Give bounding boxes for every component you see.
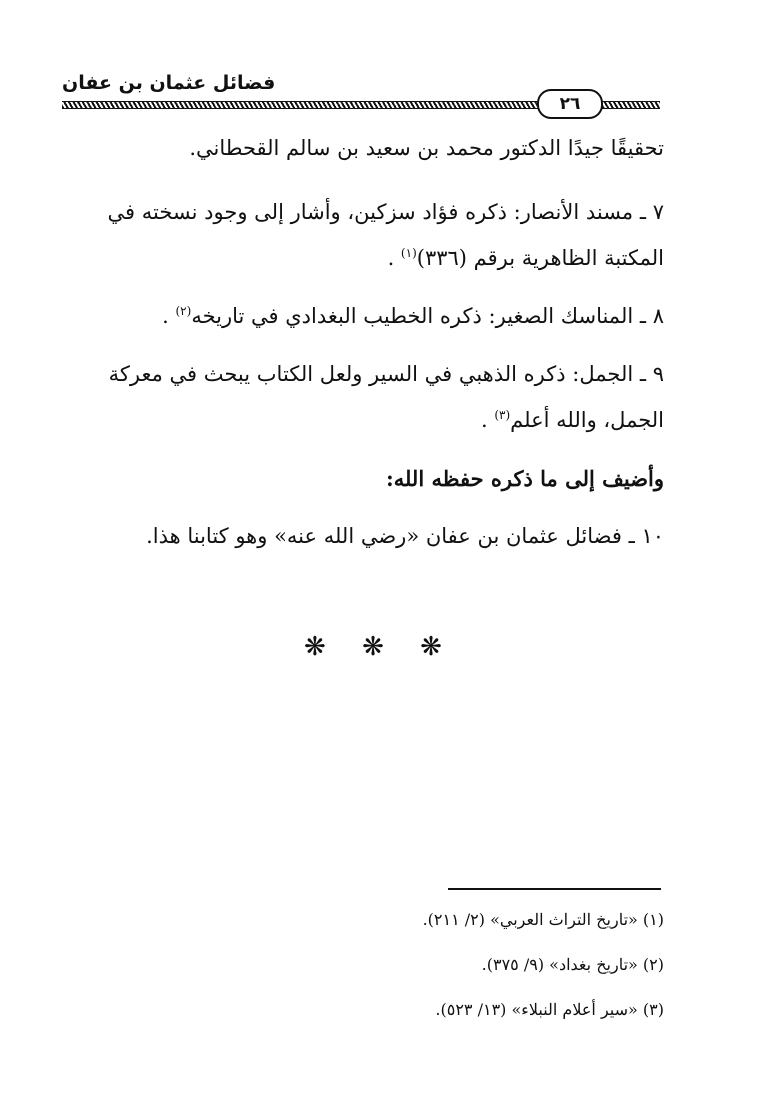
item-8-line (162, 304, 664, 328)
item-8-end: . (162, 304, 176, 328)
item-9-end: . (480, 408, 495, 432)
item-10-number: ١٠ (641, 524, 664, 548)
item-7-end: . (387, 246, 401, 270)
item-9-number: ٩ (652, 362, 664, 386)
page-number: ٢٦ (537, 89, 603, 119)
footnote-1-text: «تاريخ التراث العربي» (٢/ ٢١١). (422, 910, 638, 929)
item-7-dash: ـ (639, 200, 647, 224)
item-10-line (146, 524, 664, 548)
footnote-2 (482, 955, 664, 974)
item-7-text-1: مسند الأنصار: ذكره فؤاد سزكين، وأشار إلى وجود نسخته في (107, 200, 634, 224)
section-separator: ❋ ❋ ❋ (304, 632, 456, 662)
addition-heading: وأضيف إلى ما ذكره حفظه الله: (385, 466, 664, 491)
item-7-number: ٧ (652, 200, 664, 224)
footnote-3-text: «سير أعلام النبلاء» (١٣/ ٥٢٣). (435, 1000, 638, 1019)
item-7-line-2 (388, 246, 664, 270)
item-8-dash: ـ (639, 304, 647, 328)
footnote-ref-3: (٣) (494, 408, 511, 422)
item-10-dash: ـ (628, 524, 635, 548)
item-7-text-2: المكتبة الظاهرية برقم (٣٣٦) (416, 246, 664, 270)
footnote-1-mark: (١) (642, 910, 664, 929)
item-8-text: المناسك الصغير: ذكره الخطيب البغدادي في تاريخه (191, 304, 634, 328)
footnote-1 (423, 910, 664, 929)
footnote-2-text: «تاريخ بغداد» (٩/ ٣٧٥). (481, 955, 638, 974)
item-8-number: ٨ (652, 304, 664, 328)
running-title: فضائل عثمان بن عفان (62, 72, 276, 94)
intro-line: تحقيقًا جيدًا الدكتور محمد بن سعيد بن سالم القحطاني. (189, 136, 664, 160)
item-9-dash: ـ (639, 362, 647, 386)
footnote-rule (448, 888, 661, 890)
footnote-2-mark: (٢) (642, 955, 664, 974)
footnote-3-mark: (٣) (642, 1000, 664, 1019)
item-7-line-1 (108, 200, 664, 224)
item-9-text-1: الجمل: ذكره الذهبي في السير ولعل الكتاب يبحث في معركة (108, 362, 634, 386)
footnote-3 (435, 1000, 664, 1019)
item-9-line-1 (109, 362, 664, 386)
item-9-line-2 (481, 408, 664, 432)
footnote-ref-2: (٢) (175, 304, 192, 318)
item-9-text-2: الجمل، والله أعلم (510, 408, 664, 432)
item-10-text: فضائل عثمان بن عفان «رضي الله عنه» وهو كتابنا هذا. (146, 524, 622, 548)
footnote-ref-1: (١) (400, 246, 417, 260)
